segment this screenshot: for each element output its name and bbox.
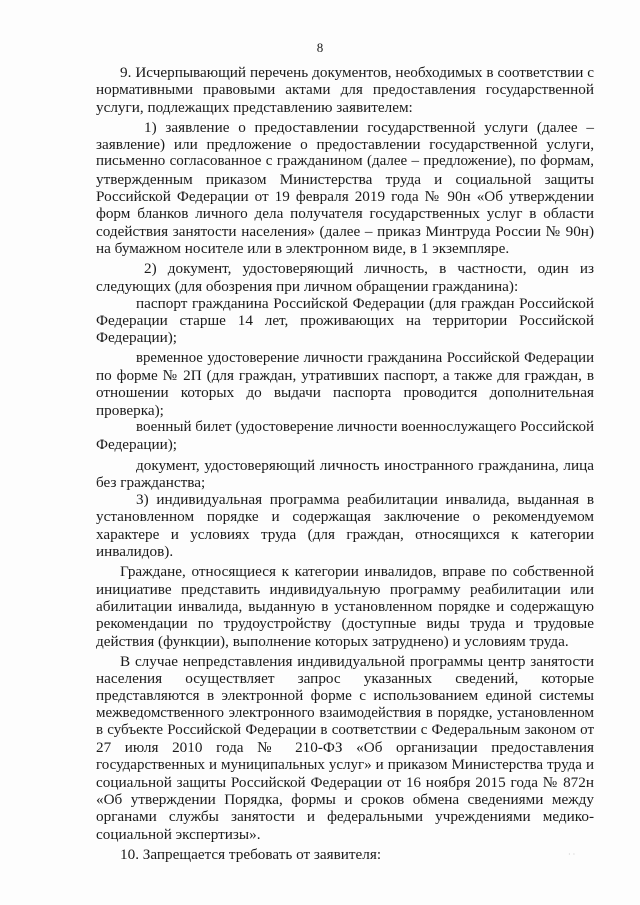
text-line: инвалидов). bbox=[96, 543, 174, 561]
text-line: социальной защиты Российской Федерации от 16 ноября 2015 года № 872н bbox=[96, 773, 594, 791]
text-line: характере и условиях труда (для граждан, относящихся к категории bbox=[96, 525, 594, 543]
text-line: представляются в электронной форме с использованием единой системы bbox=[96, 687, 594, 705]
paragraph-item-9-1 bbox=[96, 119, 594, 257]
paragraph-non-submission bbox=[96, 653, 594, 843]
text-line: документ, удостоверяющий личность иностранного гражданина, лица bbox=[136, 456, 594, 474]
document-body bbox=[96, 64, 594, 863]
page-number: 8 bbox=[316, 40, 324, 55]
text-line: паспорт гражданина Российской Федерации (для граждан Российской bbox=[136, 294, 594, 312]
text-line: рекомендации по трудоустройству (доступные виды труда и трудовые bbox=[96, 615, 594, 633]
paragraph-item-9-3 bbox=[96, 491, 594, 560]
text-line: Федерации); bbox=[96, 329, 178, 347]
text-line: установленном порядке и содержащая заключение о рекомендуемом bbox=[96, 508, 594, 526]
text-line: 1) заявление о предоставлении государственной услуги (далее – bbox=[144, 118, 594, 136]
text-line: 2) документ, удостоверяющий личность, в частности, один из bbox=[144, 260, 594, 278]
text-line: услуги, подлежащих представлению заявителем: bbox=[96, 98, 413, 116]
text-line: абилитации инвалида, выданную в установленном порядке и содержащую bbox=[96, 597, 594, 615]
text-line: 27 июля 2010 года № 210-ФЗ «Об организации предоставления bbox=[96, 739, 594, 757]
paragraph-item-9-2 bbox=[96, 260, 594, 295]
text-line: форм бланков личного дела получателя государственных услуг в области bbox=[96, 205, 594, 223]
text-line: населения осуществляет запрос указанных сведений, которые bbox=[96, 670, 594, 688]
text-line: 10. Запрещается требовать от заявителя: bbox=[120, 846, 382, 864]
text-line: проверка); bbox=[96, 401, 164, 419]
paragraph-military-id bbox=[96, 419, 594, 454]
text-line: Граждане, относящиеся к категории инвалидов, вправе по собственной bbox=[120, 563, 594, 581]
paragraph-disabled-citizens bbox=[96, 563, 594, 649]
text-line: социальной экспертизы». bbox=[96, 825, 261, 843]
text-line: на бумажном носителе или в электронном виде, в 1 экземпляре. bbox=[96, 239, 510, 257]
text-line: 3) индивидуальная программа реабилитации инвалида, выданная в bbox=[136, 491, 594, 509]
text-line: заявление) или предложение о предоставлении государственной услуги, bbox=[96, 136, 594, 154]
text-line: отношении которых до выдачи паспорта проводится дополнительная bbox=[96, 384, 594, 402]
text-line: государственных и муниципальных услуг» и приказом Министерства труда и bbox=[96, 756, 594, 773]
text-line: по форме № 2П (для граждан, утративших паспорт, а также для граждан, в bbox=[96, 367, 594, 385]
text-line: нормативными правовыми актами для предоставления государственной bbox=[96, 81, 594, 99]
paragraph-item-9 bbox=[96, 64, 594, 116]
paragraph-item-10 bbox=[96, 846, 594, 863]
text-line: временное удостоверение личности гражданина Российской Федерации bbox=[136, 349, 594, 366]
text-line: «Об утверждении Порядка, формы и сроков обмена сведениями между bbox=[96, 791, 594, 809]
text-line: межведомственного электронного взаимодействия в порядке, установленном bbox=[96, 704, 594, 721]
paragraph-passport bbox=[96, 295, 594, 347]
text-line: без гражданства; bbox=[96, 473, 206, 491]
text-line: письменно согласованное с гражданином (далее – предложение), по формам, bbox=[96, 153, 594, 170]
text-line: инициативе представить индивидуальную программу реабилитации или bbox=[96, 580, 594, 598]
text-line: Российской Федерации от 19 февраля 2019 года № 90н «Об утверждении bbox=[96, 188, 594, 206]
text-line: содействия занятости населения» (далее – приказ Минтруда России № 90н) bbox=[96, 222, 594, 240]
text-line: утвержденным приказом Министерства труда и социальной защиты bbox=[96, 170, 594, 188]
scan-artifact: · · bbox=[568, 850, 576, 859]
text-line: Федерации); bbox=[96, 436, 178, 454]
text-line: в субъекте Российской Федерации в соответствии с Федеральным законом от bbox=[96, 721, 594, 738]
paragraph-foreign-id bbox=[96, 457, 594, 492]
text-line: В случае непредставления индивидуальной программы центр занятости bbox=[120, 652, 594, 670]
text-line: органами службы занятости и федеральными учреждениями медико- bbox=[96, 808, 594, 826]
text-line: действия (функции), выполнение которых затруднено) и условиям труда. bbox=[96, 632, 569, 650]
paragraph-temporary-id bbox=[96, 350, 594, 419]
text-line: 9. Исчерпывающий перечень документов, необходимых в соответствии с bbox=[120, 64, 594, 81]
text-line: Федерации старше 14 лет, проживающих на территории Российской bbox=[96, 312, 594, 330]
text-line: военный билет (удостоверение личности военнослужащего Российской bbox=[136, 418, 595, 435]
text-line: следующих (для обозрения при личном обращении гражданина): bbox=[96, 277, 519, 295]
